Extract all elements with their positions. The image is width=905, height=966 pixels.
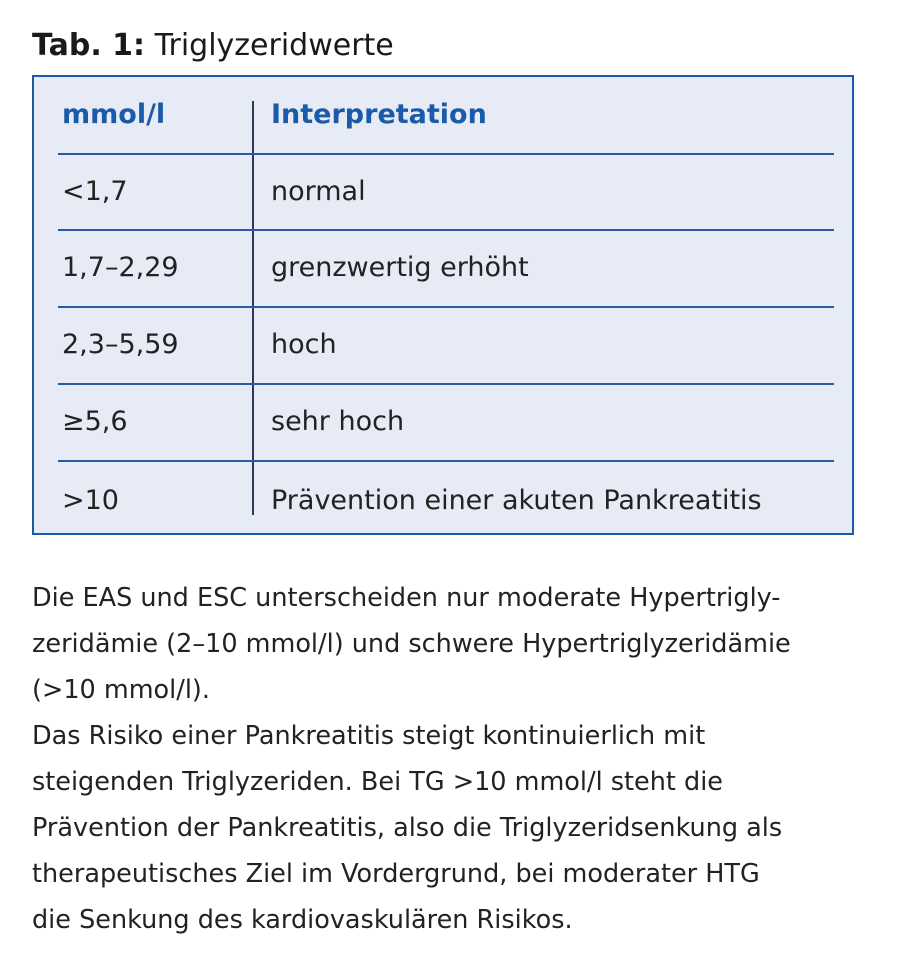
row-interpretation-cell: normal — [271, 176, 366, 207]
table-caption-label: Tab. 1: — [32, 28, 146, 63]
body-text — [32, 575, 882, 943]
row-divider — [58, 153, 834, 155]
triglyceride-table — [32, 75, 854, 535]
paragraph-line: Das Risiko einer Pankreatitis steigt kontinuierlich mit — [32, 721, 706, 751]
table-caption-title: Triglyzeridwerte — [154, 28, 394, 63]
row-interpretation-cell: hoch — [271, 329, 337, 360]
table-row — [58, 229, 834, 305]
row-interpretation-cell: grenzwertig erhöht — [271, 252, 529, 283]
paragraph-line: Die EAS und ESC unterscheiden nur moderate Hypertrigly- — [32, 583, 781, 613]
header-mmol: mmol/l — [62, 99, 166, 130]
row-divider — [58, 229, 834, 231]
row-divider — [58, 460, 834, 462]
table-row — [58, 460, 834, 536]
paragraph — [32, 575, 882, 713]
row-interpretation-cell: sehr hoch — [271, 406, 405, 437]
paragraph-line: therapeutisches Ziel im Vordergrund, bei moderater HTG — [32, 859, 760, 889]
header-interpretation: Interpretation — [271, 99, 487, 130]
row-value-cell: ≥5,6 — [62, 406, 128, 437]
row-value-cell: 1,7–2,29 — [62, 252, 179, 283]
row-value-cell: >10 — [62, 485, 119, 516]
paragraph-line: (>10 mmol/l). — [32, 675, 210, 705]
paragraph-line: zeridämie (2–10 mmol/l) und schwere Hypertriglyzeridämie — [32, 629, 791, 659]
paragraph — [32, 713, 882, 943]
row-value-cell: <1,7 — [62, 176, 128, 207]
table-row — [58, 306, 834, 382]
paragraph-line: steigenden Triglyzeriden. Bei TG >10 mmol/l steht die — [32, 767, 723, 797]
paragraph-line: Prävention der Pankreatitis, also die Triglyzeridsenkung als — [32, 813, 783, 843]
row-value-cell: 2,3–5,59 — [62, 329, 179, 360]
row-divider — [58, 306, 834, 308]
table-row — [58, 383, 834, 459]
row-divider — [58, 383, 834, 385]
table-caption — [32, 26, 394, 66]
table-row — [58, 153, 834, 229]
paragraph-line: die Senkung des kardiovaskulären Risikos. — [32, 905, 573, 935]
row-interpretation-cell: Prävention einer akuten Pankreatitis — [271, 485, 762, 516]
